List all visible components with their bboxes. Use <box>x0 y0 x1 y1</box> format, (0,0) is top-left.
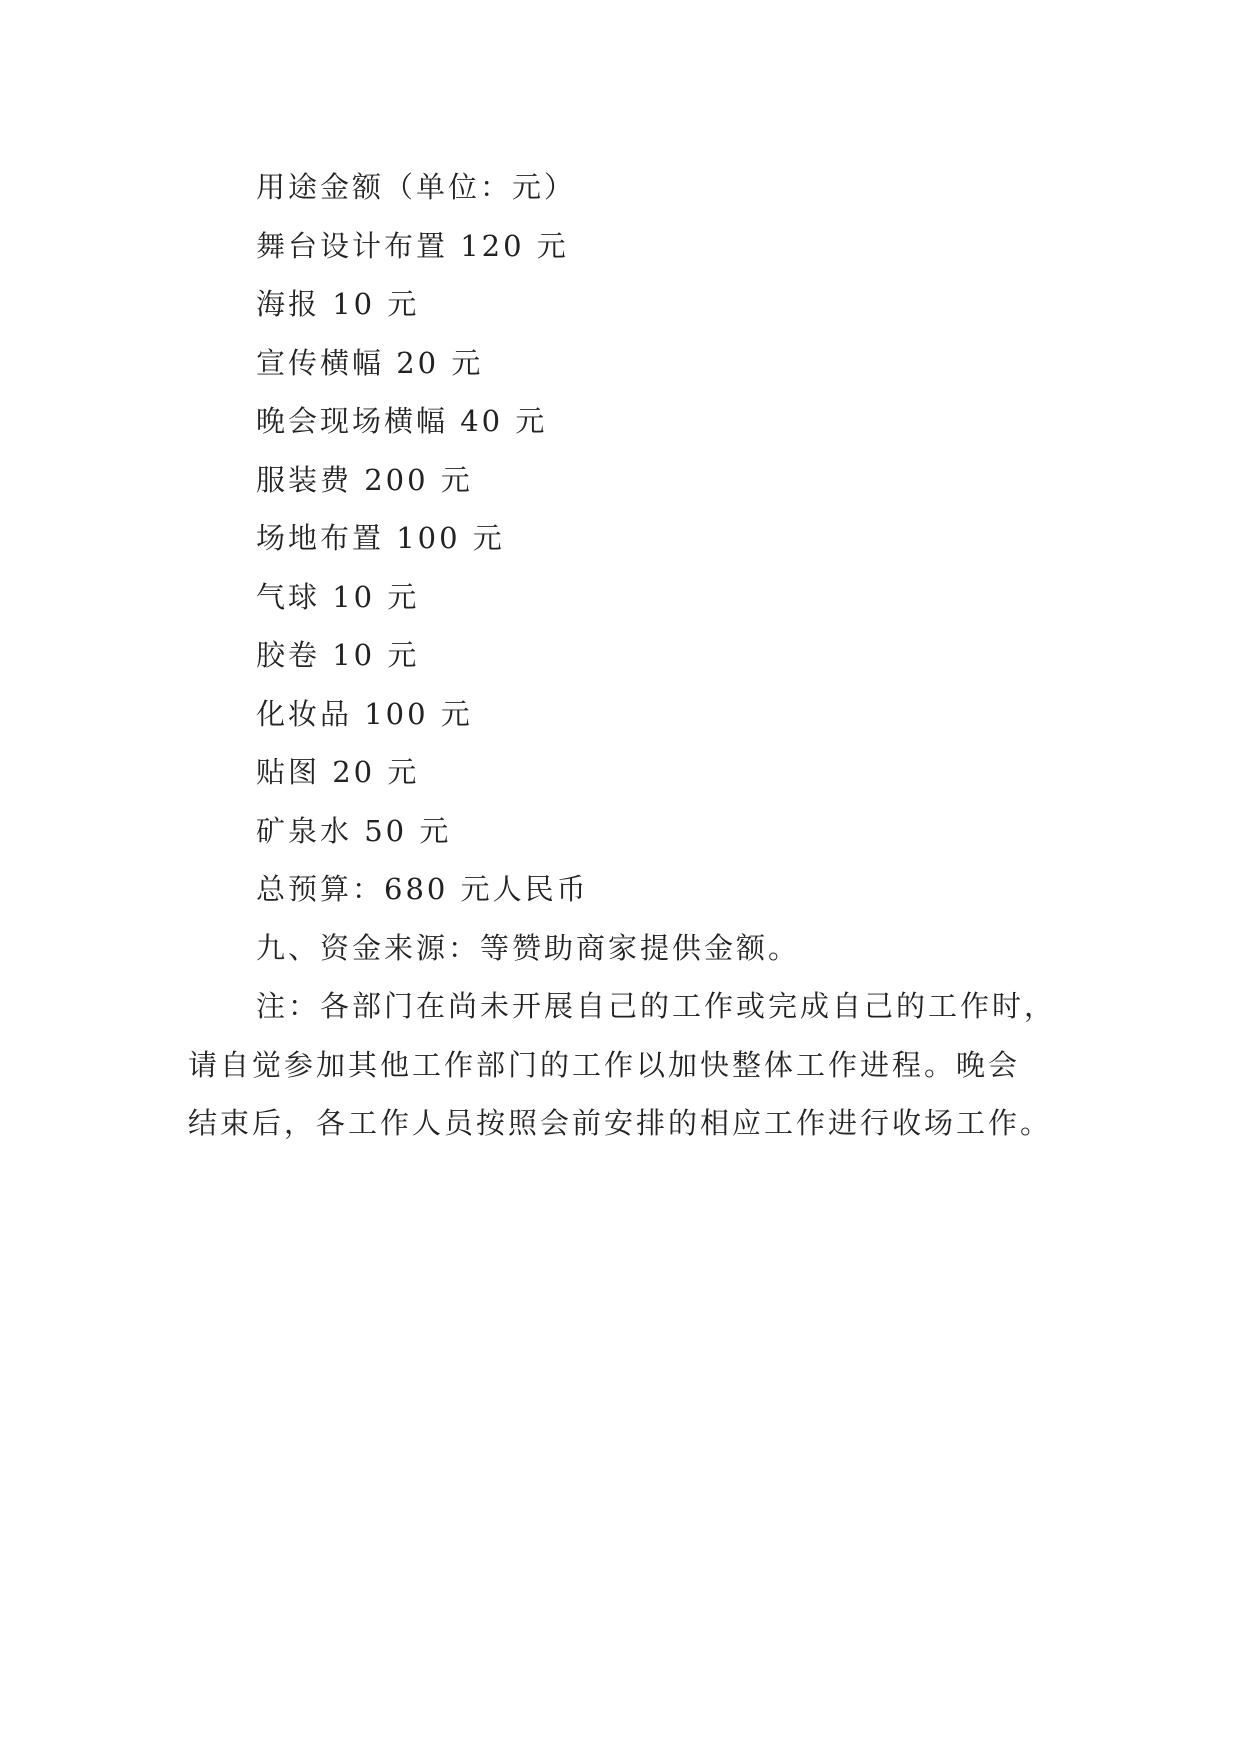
budget-item: 化妆品 100 元 <box>256 696 473 731</box>
funding-source: 九、资金来源：等赞助商家提供金额。 <box>256 930 801 965</box>
budget-total: 总预算：680 元人民币 <box>256 872 589 906</box>
budget-item: 贴图 20 元 <box>256 755 420 789</box>
budget-item: 服装费 200 元 <box>256 462 473 497</box>
budget-item: 气球 10 元 <box>256 579 420 614</box>
note-line: 注：各部门在尚未开展自己的工作或完成自己的工作时， <box>256 989 1057 1023</box>
budget-item: 矿泉水 50 元 <box>256 813 452 848</box>
budget-item: 晚会现场横幅 40 元 <box>256 404 548 438</box>
note-paragraph <box>188 977 1058 1153</box>
budget-item: 胶卷 10 元 <box>256 638 420 672</box>
budget-item: 宣传横幅 20 元 <box>256 345 484 380</box>
note-line: 请自觉参加其他工作部门的工作以加快整体工作进程。晚会 <box>188 1047 1021 1082</box>
budget-header: 用途金额（单位：元） <box>256 170 577 204</box>
budget-item: 场地布置 100 元 <box>256 521 505 555</box>
document-body <box>188 158 1058 1153</box>
budget-item: 海报 10 元 <box>256 287 420 321</box>
note-line: 结束后，各工作人员按照会前安排的相应工作进行收场工作。 <box>188 1106 1053 1140</box>
budget-item: 舞台设计布置 120 元 <box>256 228 569 263</box>
